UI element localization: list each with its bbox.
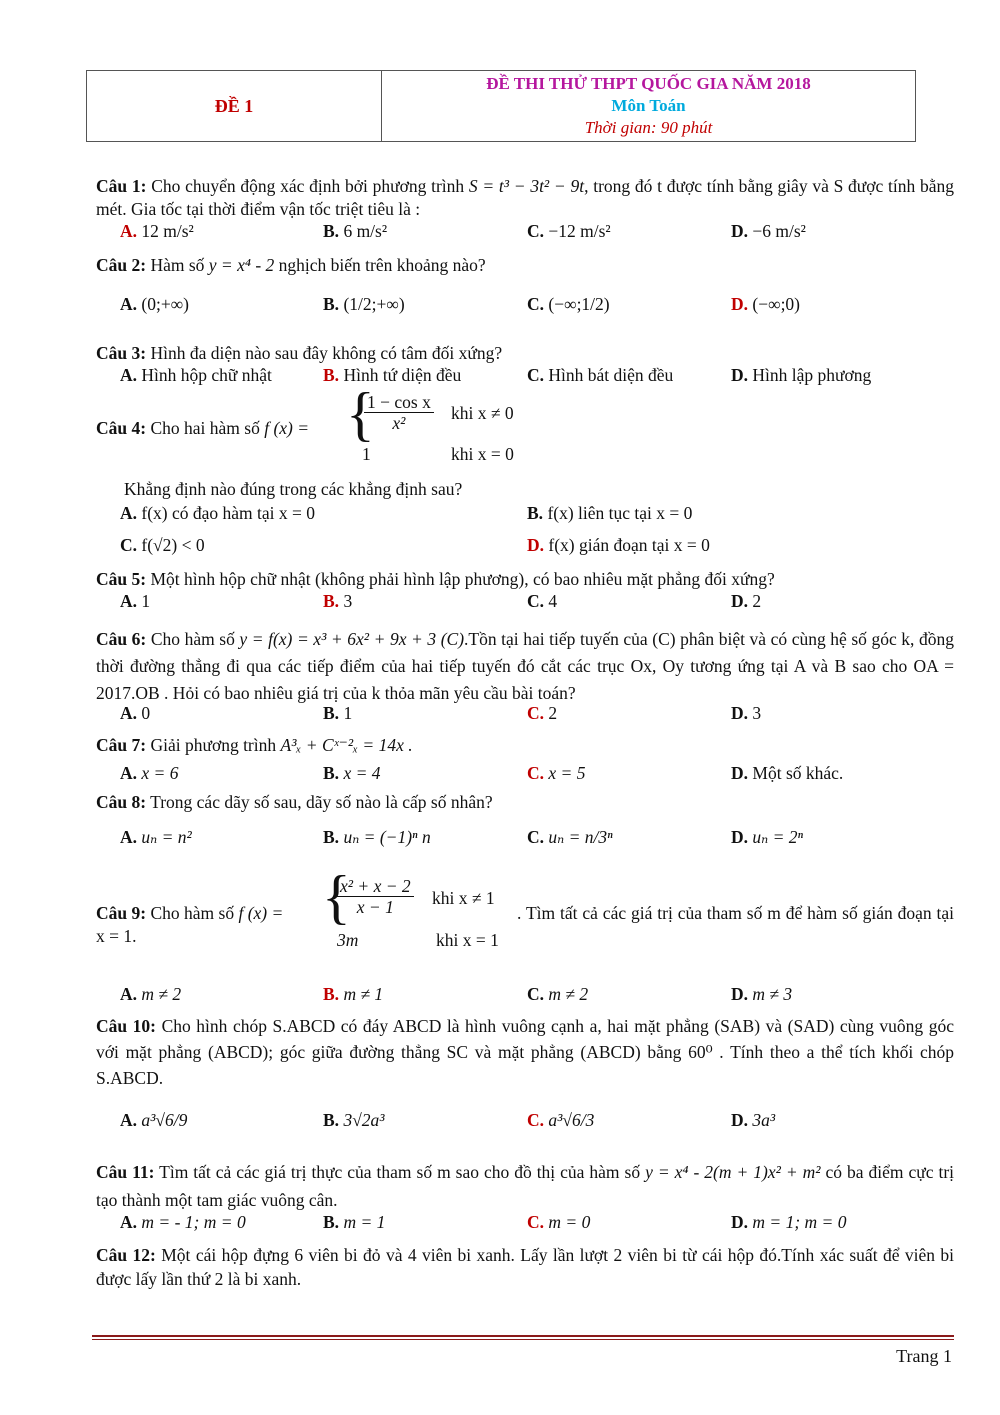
q1-options xyxy=(120,221,950,245)
exam-time: Thời gian: 90 phút xyxy=(584,118,713,137)
q6-formula: y = f(x) = x³ + 6x² + 9x + 3 (C) xyxy=(239,629,465,649)
option-d[interactable]: D. m = 1; m = 0 xyxy=(731,1212,847,1232)
option-d[interactable]: D. 3 xyxy=(731,703,762,723)
q7-options xyxy=(120,763,950,787)
footer-rule-thin xyxy=(92,1339,954,1340)
q5-options xyxy=(120,591,950,615)
q4-options-row2 xyxy=(120,535,950,559)
question-3: Câu 3: Hình đa diện nào sau đây không có tâm đối xứng? xyxy=(96,343,503,363)
question-2: Câu 2: Hàm số y = x⁴ - 2 nghịch biến trên khoảng nào? xyxy=(96,255,486,275)
q9-cond-2: khi x = 1 xyxy=(436,930,499,950)
q9-cond-1: khi x ≠ 1 xyxy=(432,888,495,908)
option-b[interactable]: B. 1 xyxy=(323,703,353,723)
option-c[interactable]: C. a³√6/3 xyxy=(527,1110,595,1130)
q11-options xyxy=(120,1212,950,1236)
exam-subject: Môn Toán xyxy=(611,96,686,115)
question-9-label: Câu 9: Cho hàm số f (x) = xyxy=(96,903,284,923)
q9-options xyxy=(120,984,950,1008)
question-12: Câu 12: Một cái hộp đựng 6 viên bi đỏ và 4 viên bi xanh. Lấy lần lượt 2 viên bi từ cái hộp đó.Tính xác suất để viên bi được lấy lần thứ 2 là bi xanh. xyxy=(96,1245,954,1289)
question-4: Câu 4: Cho hai hàm số f (x) = xyxy=(96,418,310,438)
q4-cond-2: khi x = 0 xyxy=(451,444,514,464)
option-d[interactable]: D. Một số khác. xyxy=(731,763,844,783)
q4-cond-1: khi x ≠ 0 xyxy=(451,403,514,423)
option-a[interactable]: A. x = 6 xyxy=(120,763,179,783)
option-a[interactable]: A. 12 m/s² xyxy=(120,221,194,241)
option-c[interactable]: C. −12 m/s² xyxy=(527,221,611,241)
option-c[interactable]: C. m ≠ 2 xyxy=(527,984,589,1004)
option-a[interactable]: A. 0 xyxy=(120,703,151,723)
footer-rule xyxy=(92,1335,954,1337)
option-b[interactable]: B. f(x) liên tục tại x = 0 xyxy=(527,503,693,523)
option-c[interactable]: C. 2 xyxy=(527,703,558,723)
option-b[interactable]: B. m ≠ 1 xyxy=(323,984,384,1004)
question-1: Câu 1: Cho chuyển động xác định bởi phương trình S = t³ − 3t² − 9t, trong đó t được tính bằng giây và S được tính bằng mét. Gia tốc tại thời điểm vận tốc triệt tiêu là : xyxy=(96,176,955,219)
q9-brace: { xyxy=(322,864,351,930)
option-c[interactable]: C. f(√2) < 0 xyxy=(120,535,205,555)
option-a[interactable]: A. f(x) có đạo hàm tại x = 0 xyxy=(120,503,316,523)
question-8: Câu 8: Trong các dãy số sau, dãy số nào là cấp số nhân? xyxy=(96,792,493,812)
option-b[interactable]: B. m = 1 xyxy=(323,1212,386,1232)
option-a[interactable]: A. uₙ = n² xyxy=(120,827,192,847)
exam-title-block xyxy=(382,71,915,141)
q4-piece-2: 1 xyxy=(362,444,371,464)
q11-formula: y = x⁴ - 2(m + 1)x² + m² xyxy=(645,1162,821,1182)
exam-title: ĐỀ THI THỬ THPT QUỐC GIA NĂM 2018 xyxy=(486,74,811,93)
q2-formula: y = x⁴ - 2 xyxy=(208,255,275,275)
option-d[interactable]: D. 2 xyxy=(731,591,762,611)
option-d[interactable]: D. −6 m/s² xyxy=(731,221,806,241)
q4-brace: { xyxy=(346,381,375,447)
question-6: Câu 6: Cho hàm số y = f(x) = x³ + 6x² + 9x + 3 (C).Tồn tại hai tiếp tuyến của (C) phân biệt và có cùng hệ số góc k, đồng thời đường thẳng đi qua các tiếp điểm của hai tiếp tuyến đó cắt các trục Ox, Oy tương ứng tại A và B sao cho OA = 2017.OB . Hỏi có bao nhiêu giá trị của k thỏa mãn yêu cầu bài toán? xyxy=(96,629,954,703)
q6-options xyxy=(120,703,950,727)
option-b[interactable]: B. x = 4 xyxy=(323,763,381,783)
q4-options-row1 xyxy=(120,503,950,527)
option-c[interactable]: C. (−∞;1/2) xyxy=(527,294,610,314)
option-b[interactable]: B. 3 xyxy=(323,591,353,611)
option-a[interactable]: A. a³√6/9 xyxy=(120,1110,188,1130)
option-a[interactable]: A. (0;+∞) xyxy=(120,294,190,314)
q8-options xyxy=(120,827,950,851)
page-number: Trang 1 xyxy=(896,1346,952,1366)
question-5: Câu 5: Một hình hộp chữ nhật (không phải hình lập phương), có bao nhiêu mặt phẳng đối xứng? xyxy=(96,569,775,589)
option-d[interactable]: D. f(x) gián đoạn tại x = 0 xyxy=(527,535,710,555)
option-b[interactable]: B. (1/2;+∞) xyxy=(323,294,405,314)
option-c[interactable]: C. uₙ = n/3ⁿ xyxy=(527,827,613,847)
exam-header xyxy=(86,70,916,142)
option-d[interactable]: D. uₙ = 2ⁿ xyxy=(731,827,804,847)
option-d[interactable]: D. 3a³ xyxy=(731,1110,776,1130)
q3-options xyxy=(120,365,950,389)
question-9-text: . Tìm tất cả các giá trị của tham số m để hàm số gián đoạn tại x = 1. xyxy=(96,903,954,946)
q7-formula: A³ₓ + Cˣ⁻²ₓ = 14x . xyxy=(280,735,413,755)
q4-piece-1: $\frac{\text{1 − cos x}}{\text{x²}}$ xyxy=(362,392,436,433)
option-a[interactable]: A. Hình hộp chữ nhật xyxy=(120,365,272,385)
q10-options xyxy=(120,1110,950,1134)
question-7: Câu 7: Giải phương trình A³ₓ + Cˣ⁻²ₓ = 14x . xyxy=(96,735,413,755)
option-a[interactable]: A. m ≠ 2 xyxy=(120,984,182,1004)
option-c[interactable]: C. m = 0 xyxy=(527,1212,591,1232)
question-11: Câu 11: Tìm tất cả các giá trị thực của tham số m sao cho đồ thị của hàm số y = x⁴ - 2(m + 1)x² + m² có ba điểm cực trị tạo thành một tam giác vuông cân. xyxy=(96,1162,955,1210)
option-d[interactable]: D. (−∞;0) xyxy=(731,294,801,314)
option-a[interactable]: A. 1 xyxy=(120,591,151,611)
q4-prompt: Khẳng định nào đúng trong các khẳng định sau? xyxy=(124,479,463,499)
exam-code: ĐỀ 1 xyxy=(87,71,382,141)
q9-piece-1: $\frac{\text{x² + x − 2}}{x - 1}$ xyxy=(335,876,416,917)
option-c[interactable]: C. x = 5 xyxy=(527,763,586,783)
q9-piece-2: 3m xyxy=(337,930,359,950)
option-a[interactable]: A. m = - 1; m = 0 xyxy=(120,1212,246,1232)
q2-options xyxy=(120,294,950,318)
option-b[interactable]: B. uₙ = (−1)ⁿ n xyxy=(323,827,431,847)
option-d[interactable]: D. m ≠ 3 xyxy=(731,984,793,1004)
option-b[interactable]: B. 6 m/s² xyxy=(323,221,388,241)
option-d[interactable]: D. Hình lập phương xyxy=(731,365,872,385)
option-b[interactable]: B. Hình tứ diện đều xyxy=(323,365,462,385)
q1-formula: S = t³ − 3t² − 9t xyxy=(468,176,585,196)
option-c[interactable]: C. 4 xyxy=(527,591,558,611)
option-c[interactable]: C. Hình bát diện đều xyxy=(527,365,674,385)
option-b[interactable]: B. 3√2a³ xyxy=(323,1110,385,1130)
question-10: Câu 10: Cho hình chóp S.ABCD có đáy ABCD là hình vuông cạnh a, hai mặt phẳng (SAB) và (SAD) cùng vuông góc với mặt phẳng (ABCD); góc giữa đường thẳng SC và mặt phẳng (ABCD) bằng 60⁰ . Tính theo a thể tích khối chóp S.ABCD. xyxy=(96,1016,954,1088)
